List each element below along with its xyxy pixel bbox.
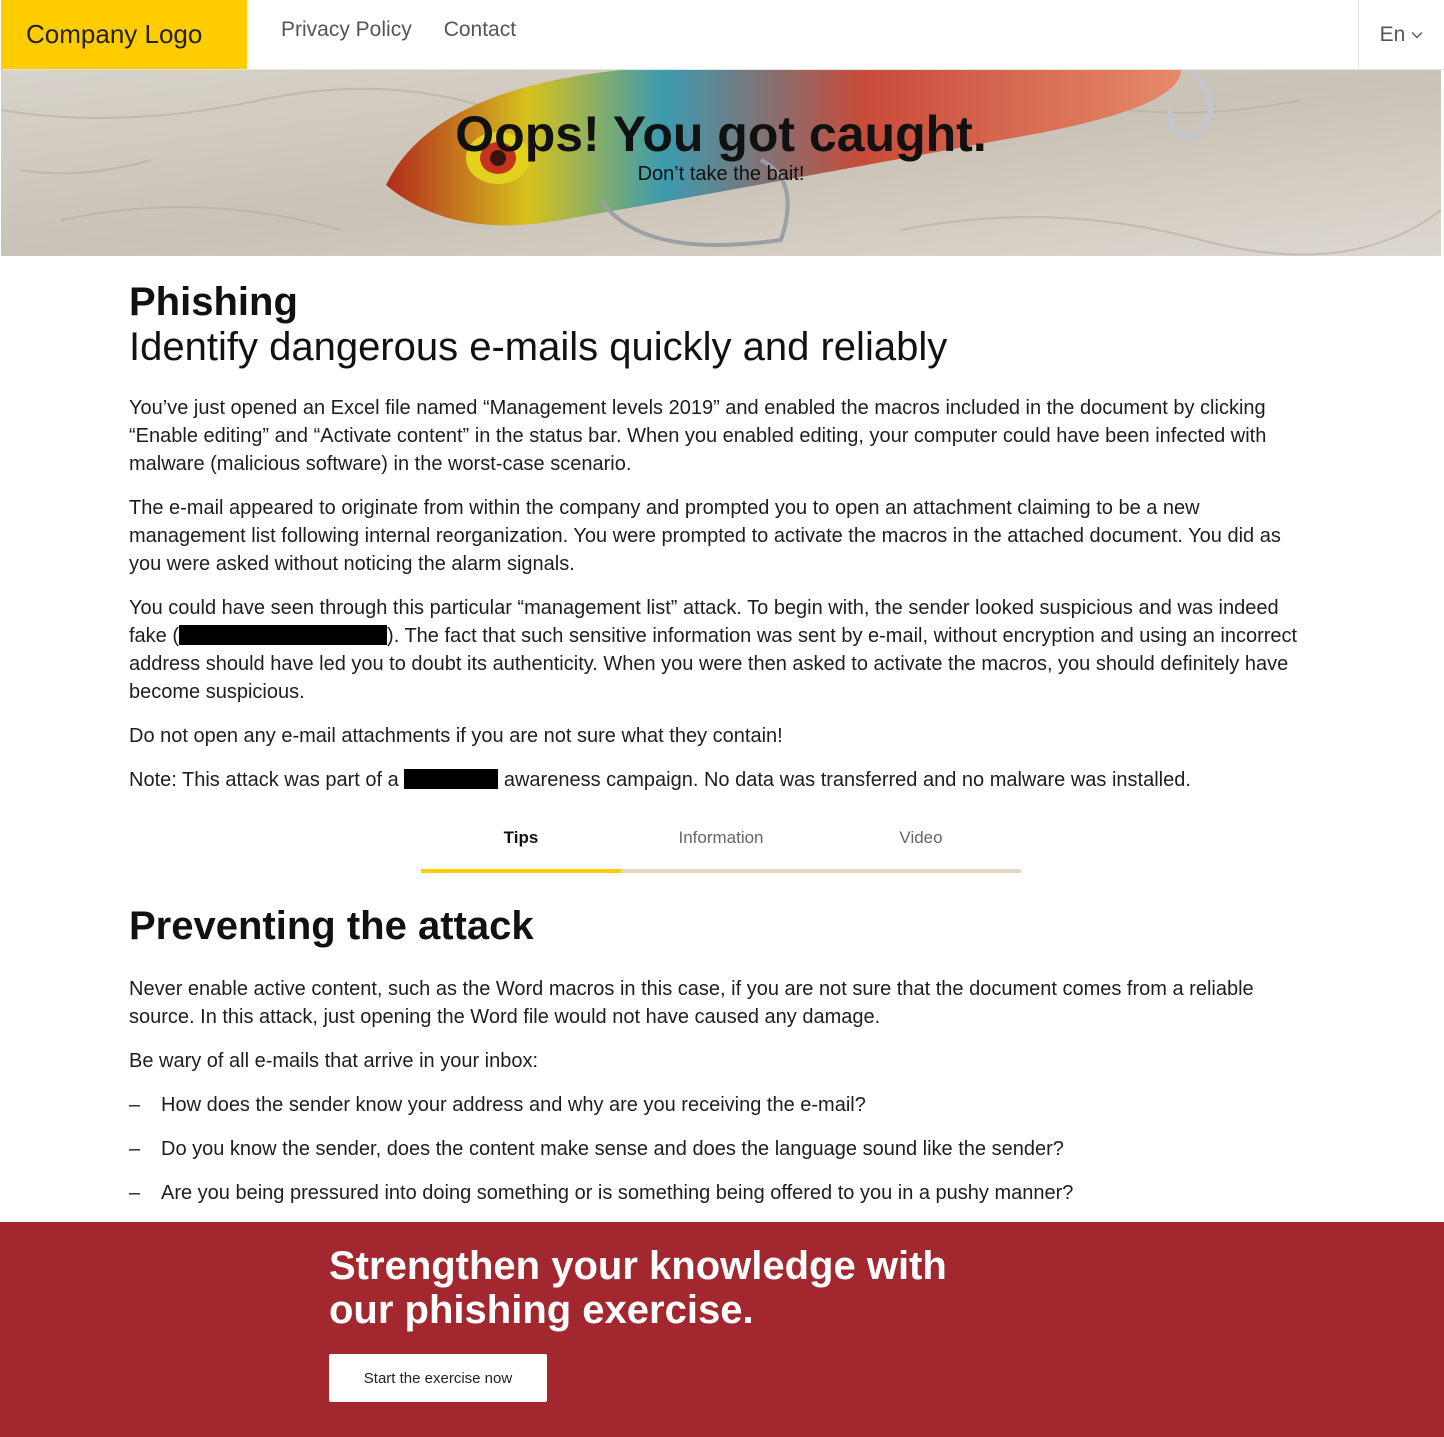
article-title: Phishing bbox=[129, 280, 298, 324]
paragraph-5 bbox=[129, 766, 1314, 794]
exercise-cta-banner bbox=[0, 1222, 1444, 1437]
tips-list bbox=[129, 1091, 1314, 1207]
list-item-text: Are you being pressured into doing something or is something being offered to you in a pushy manner? bbox=[161, 1182, 1074, 1204]
article bbox=[129, 280, 1314, 810]
tab-tips[interactable]: Tips bbox=[421, 820, 621, 869]
redacted-company-name bbox=[404, 769, 498, 789]
paragraph-3-end: ). The fact that such sensitive information was sent by e-mail, without encryption and using an incorrect address should have led you to doubt its authenticity. When you were then asked to activate the macros, you should definitely have become suspicious. bbox=[129, 625, 1298, 703]
tips-paragraph-2: Be wary of all e-mails that arrive in your inbox: bbox=[129, 1050, 539, 1072]
list-item bbox=[129, 1091, 1314, 1119]
tips-paragraph-1: Never enable active content, such as the Word macros in this case, if you are not sure that the document comes from a reliable source. In this attack, just opening the Word file would not have caused any damage. bbox=[129, 978, 1254, 1028]
hero-title: Oops! You got caught. bbox=[455, 106, 987, 162]
list-item-text: How does the sender know your address and why are you receiving the e-mail? bbox=[161, 1094, 866, 1116]
top-nav bbox=[281, 18, 516, 42]
paragraph-1: You’ve just opened an Excel file named “Management levels 2019” and enabled the macros included in the document by clicking “Enable editing” and “Activate content” in the status bar. When you enabled editing, your computer could have been infected with malware (malicious software) in the worst-case scenario. bbox=[129, 397, 1267, 475]
language-label: En bbox=[1379, 22, 1406, 46]
dash-icon: – bbox=[129, 1138, 141, 1160]
hero-subtitle: Don’t take the bait! bbox=[637, 163, 805, 185]
list-item-text: Do you know the sender, does the content make sense and does the language sound like the sender? bbox=[161, 1138, 1064, 1160]
site-header bbox=[0, 0, 1444, 70]
chevron-down-icon bbox=[1411, 29, 1423, 41]
cta-title bbox=[329, 1244, 1049, 1332]
language-selector[interactable] bbox=[1358, 0, 1444, 69]
list-item bbox=[129, 1179, 1314, 1207]
dash-icon: – bbox=[129, 1094, 141, 1116]
article-subtitle: Identify dangerous e-mails quickly and reliably bbox=[129, 325, 948, 369]
company-logo[interactable]: Company Logo bbox=[1, 0, 247, 69]
paragraph-4: Do not open any e-mail attachments if you are not sure what they contain! bbox=[129, 725, 783, 747]
tips-panel bbox=[129, 903, 1314, 1223]
tab-video[interactable]: Video bbox=[899, 828, 943, 847]
redacted-sender-address bbox=[179, 625, 387, 645]
paragraph-5-start: Note: This attack was part of a bbox=[129, 769, 405, 791]
tab-bar bbox=[421, 820, 1021, 873]
nav-contact[interactable]: Contact bbox=[443, 18, 517, 41]
paragraph-3-start: You could have seen through this particular “management list” attack. To begin with, the sender looked suspicious and was indeed fake ( bbox=[129, 597, 1279, 647]
dash-icon: – bbox=[129, 1182, 141, 1204]
paragraph-5-end: awareness campaign. No data was transferred and no malware was installed. bbox=[498, 769, 1191, 791]
paragraph-3 bbox=[129, 594, 1314, 706]
hero-banner bbox=[1, 70, 1441, 256]
start-exercise-button[interactable]: Start the exercise now bbox=[329, 1354, 547, 1402]
paragraph-2: The e-mail appeared to originate from within the company and prompted you to open an attachment claiming to be a new management list following internal reorganization. You were prompted to activate the macros in the attached document. You did as you were asked without noticing the alarm signals. bbox=[129, 497, 1281, 575]
cta-title-line-2: our phishing exercise. bbox=[329, 1288, 754, 1332]
tips-heading: Preventing the attack bbox=[129, 904, 534, 948]
list-item bbox=[129, 1135, 1314, 1163]
nav-privacy-policy[interactable]: Privacy Policy bbox=[281, 18, 412, 41]
cta-title-line-1: Strengthen your knowledge with bbox=[329, 1244, 947, 1288]
tab-information[interactable]: Information bbox=[678, 828, 764, 847]
